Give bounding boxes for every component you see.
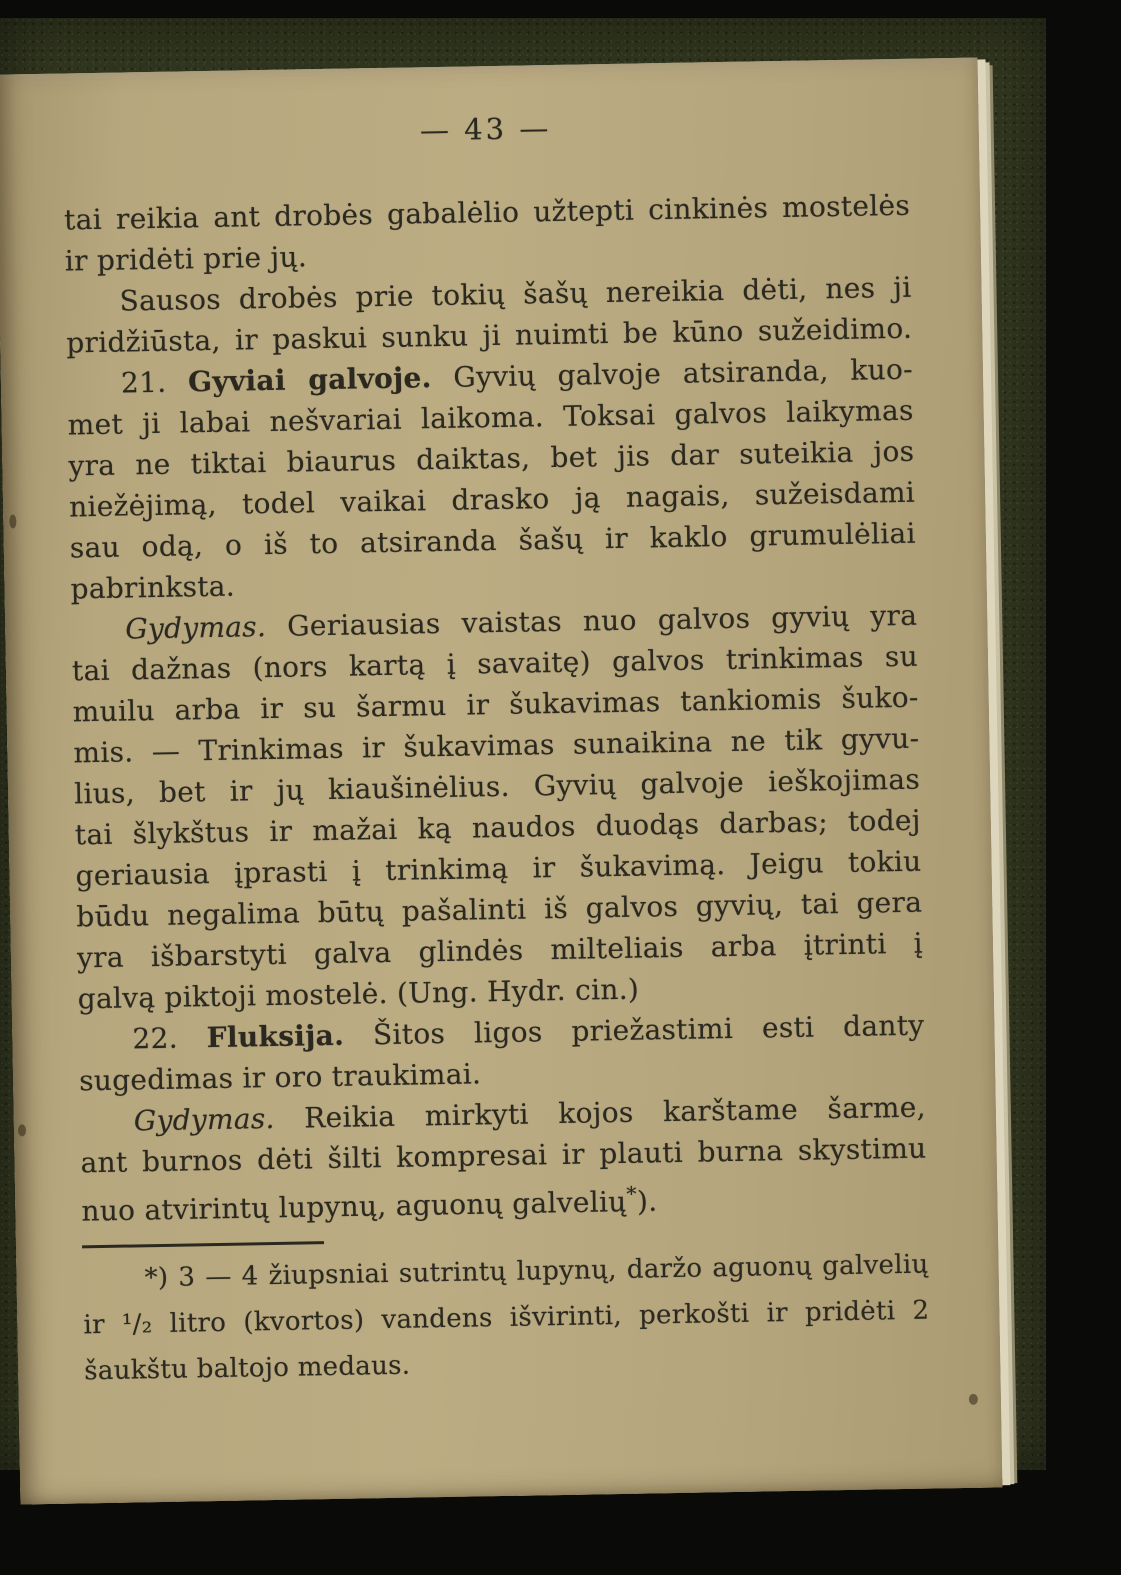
text-segment: yra ne tiktai biaurus daiktas, bet jis dar suteikia jos	[68, 434, 915, 483]
text-segment: Gyvių galvoje atsiranda, kuo-	[431, 352, 914, 395]
text-segment: Reikia mirkyti kojos karštame šarme,	[274, 1090, 927, 1135]
body-text	[64, 185, 928, 1232]
text-segment: mis. — Trinkimas ir šukavimas sunaikina ne tik gyvu-	[73, 721, 920, 770]
text-segment: 21.	[120, 365, 189, 400]
text-segment: lius, bet ir jų kiaušinėlius. Gyvių galvoje ieškojimas	[73, 762, 921, 811]
text-segment: niežėjimą, todel vaikai drasko ją nagais, sužeisdami	[68, 475, 916, 524]
book-page	[0, 58, 1002, 1505]
text-segment: Gydymas.	[133, 1101, 275, 1138]
text-segment: muilu arba ir su šarmu ir šukavimas tankiomis šuko-	[72, 680, 919, 729]
text-segment: yra išbarstyti galva glindės milteliais arba įtrinti į	[76, 926, 924, 975]
paper-speck	[18, 1124, 26, 1136]
text-segment: tai šlykštus ir mažai ką naudos duodąs darbas; todej	[74, 803, 922, 852]
text-segment: sau odą, o iš to atsiranda šašų ir kaklo grumulėliai	[69, 516, 917, 565]
text-segment: Gyviai galvoje.	[187, 361, 432, 399]
text-segment: ir pridėti prie jų.	[64, 240, 308, 278]
paper-speck	[9, 514, 16, 528]
text-segment: būdu negalima būtų pašalinti iš galvos gyvių, tai gera	[76, 885, 923, 934]
text-segment: nuo atvirintų lupynų, aguonų galvelių	[81, 1185, 627, 1228]
text-segment: tai dažnas (nors kartą į savaitę) galvos trinkimas su	[71, 639, 919, 688]
text-segment: Šitos ligos priežastimi esti danty	[343, 1008, 925, 1052]
text-segment: ir ¹/₂ litro (kvortos) vandens išvirinti, perkošti ir pridėti 2	[83, 1295, 930, 1341]
page-number: — 43 —	[419, 110, 552, 148]
text-segment: šaukštu baltojo medaus.	[83, 1350, 411, 1387]
text-segment: sugedimas ir oro traukimai.	[78, 1057, 482, 1098]
text-segment: pridžiūsta, ir paskui sunku ji nuimti be kūno sužeidimo.	[66, 311, 913, 360]
text-segment: Fluksija.	[206, 1018, 345, 1055]
text-segment: ).	[636, 1184, 658, 1218]
text-segment: *) 3 — 4 žiupsniai sutrintų lupynų, daržo aguonų galvelių	[144, 1249, 929, 1294]
text-segment: *	[626, 1181, 638, 1206]
text-segment: Geriausias vaistas nuo galvos gyvių yra	[265, 598, 918, 644]
text-segment: galvą piktoji mostelė. (Ung. Hydr. cin.)	[77, 972, 640, 1016]
text-segment: 22.	[132, 1021, 208, 1056]
footnote-rule	[82, 1241, 324, 1248]
page-content	[62, 105, 930, 1395]
text-segment: Sausos drobės prie tokių šašų nereikia dėti, nes ji	[119, 270, 912, 318]
text-segment: met ji labai nešvariai laikoma. Toksai galvos laikymas	[67, 393, 914, 442]
text-segment: tai reikia ant drobės gabalėlio užtepti cinkinės mostelės	[63, 188, 911, 237]
text-segment: geriausia įprasti į trinkimą ir šukavimą. Jeigu tokiu	[75, 844, 922, 893]
paper-speck	[969, 1394, 978, 1405]
text-segment: ant burnos dėti šilti kompresai ir plauti burna skystimu	[80, 1131, 927, 1180]
text-segment: pabrinksta.	[70, 569, 236, 606]
text-segment: Gydymas.	[125, 610, 267, 646]
footnote-text	[82, 1242, 930, 1395]
